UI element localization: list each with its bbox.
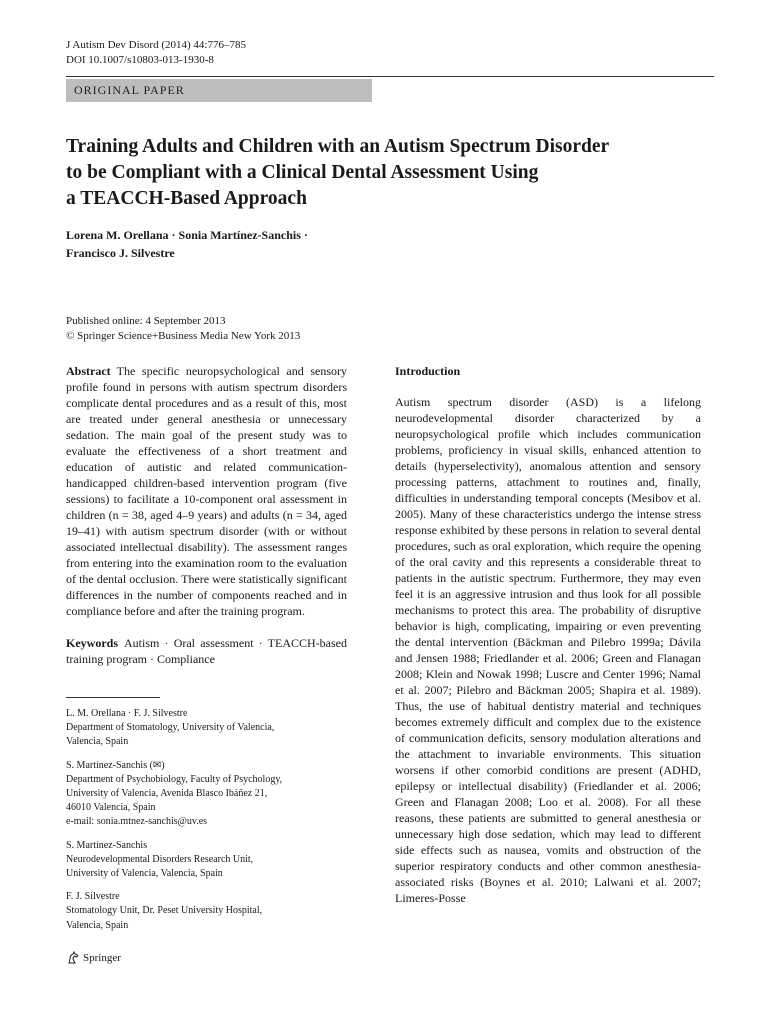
page-footer — [66, 951, 121, 965]
published-date: Published online: 4 September 2013 — [66, 315, 226, 327]
introduction-text: Autism spectrum disorder (ASD) is a lifelong neurodevelopmental disorder characterized by a neuropsychological profile which includes communication problems, proficiency in visual skills, enhanced attention to details (hyperselectivity), anomalous attention and sensory processing patterns, attachment to routines and, finally, difficulties in understanding temporal concepts (Mesibov et al. 2005). Many of these characteristics undergo the intense stress response exhibited by these persons in relation to several dental procedures, such as oral exploration, which require the opening of the oral cavity and this represents a considerable threat to patients in the autistic spectrum. Furthermore, they may even feel it is an aggressive intrusion and thus look for all possible mechanisms to protect this area. The probability of disruptive behavior is high, complicating, impairing or even preventing the dental intervention (Bäckman and Pilebro 1999a; Dávila and Jensen 1988; Friedlander et al. 2006; Green and Flanagan 2008; Klein and Nowak 1998; Luscre and Center 1996; Namal et al. 2007; Pilebro and Bäckman 2005; Shapira et al. 1989). Thus, the use of habitual dentistry material and techniques becomes extremely difficult and complex due to the existence of communication deficits, sensory modulation alterations and the attachment to invariable environments. This situation worsens if other comorbid conditions are present (ADHD, epilepsy or intellectual disability) (Friedlander et al. 2006; Green and Flanagan 2008; Loo et al. 2008). For all these reasons, these patients are submitted to general anesthesia or unnecessary high dose sedation, which may lead to different side effects such as nausea, vomits and obstruction of the superior respiratory conducts and other common anesthesia-associated risks (Boynes et al. 2010; Lalwani et al. 2007; Limeres-Posse — [395, 395, 701, 905]
springer-horse-icon — [66, 951, 80, 965]
affiliation-rule — [66, 697, 160, 698]
affiliations — [66, 707, 366, 942]
abstract — [66, 363, 347, 619]
title-line: Training Adults and Children with an Autism Spectrum Disorder — [66, 136, 610, 157]
title-line: a TEACCH-Based Approach — [66, 188, 307, 209]
affiliation-line: University of Valencia, Avenida Blasco Ibáñez 21, — [66, 788, 268, 800]
doi: DOI 10.1007/s10803-013-1930-8 — [66, 54, 214, 66]
affiliation — [66, 759, 366, 830]
affiliation-line: Stomatology Unit, Dr. Peset University Hospital, — [66, 905, 263, 917]
author-line: Francisco J. Silvestre — [66, 246, 175, 260]
keywords — [66, 635, 347, 667]
keywords-label: Keywords — [66, 636, 118, 650]
affiliation — [66, 890, 366, 933]
abstract-text: The specific neuropsychological and sensory profile found in persons with autism spectrum disorders complicate dental procedures and as a result of this, most are treated under general anesthesia or unnecessary sedation. The main goal of the present study was to evaluate the effectiveness of a short treatment and education of autistic and related communication-handicapped children-based intervention program (five sessions) to facilitate a 10-component oral assessment in children (n = 38, aged 4–9 years) and adults (n = 34, aged 19–41) with autism spectrum disorder (with or without associated intellectual disability). The assessment ranges from entering into the examination room to the evaluation of the dental occlusion. There were statistically significant differences in the number of components reached and in compliance before and after the training program. — [66, 364, 347, 618]
affiliation-line: F. J. Silvestre — [66, 891, 120, 903]
publication-info — [66, 314, 300, 344]
affiliation-line: Department of Psychobiology, Faculty of Psychology, — [66, 773, 283, 785]
affiliation-line: Valencia, Spain — [66, 919, 129, 931]
journal-header — [66, 38, 246, 68]
affiliation-line: S. Martínez-Sanchis — [66, 839, 148, 851]
affiliation-line: S. Martínez-Sanchis (✉) — [66, 759, 165, 771]
affiliation-line: L. M. Orellana · F. J. Silvestre — [66, 708, 188, 719]
keywords-text: Autism · Oral assessment · TEACCH-based training program · Compliance — [66, 636, 347, 666]
email-link[interactable]: e-mail: sonia.mtnez-sanchis@uv.es — [66, 816, 208, 828]
title-line: to be Compliant with a Clinical Dental Assessment Using — [66, 162, 539, 183]
affiliation-line: Valencia, Spain — [66, 736, 129, 748]
abstract-label: Abstract — [66, 364, 111, 378]
publisher-name: Springer — [83, 952, 121, 964]
affiliation-line: 46010 Valencia, Spain — [66, 802, 156, 814]
article-type-banner: ORIGINAL PAPER — [66, 79, 372, 102]
introduction-heading: Introduction — [395, 364, 461, 378]
affiliation — [66, 707, 366, 750]
right-column — [395, 363, 701, 906]
author-list — [66, 226, 308, 262]
left-column — [66, 363, 347, 667]
affiliation — [66, 839, 366, 882]
journal-citation: J Autism Dev Disord (2014) 44:776–785 — [66, 39, 246, 51]
header-rule — [66, 76, 714, 77]
author-line: Lorena M. Orellana · Sonia Martínez-Sanchis · — [66, 228, 308, 242]
copyright: © Springer Science+Business Media New York 2013 — [66, 330, 301, 342]
affiliation-line: University of Valencia, Valencia, Spain — [66, 868, 223, 880]
affiliation-line: Department of Stomatology, University of Valencia, — [66, 722, 275, 734]
article-title — [66, 134, 716, 212]
affiliation-line: Neurodevelopmental Disorders Research Unit, — [66, 853, 254, 865]
